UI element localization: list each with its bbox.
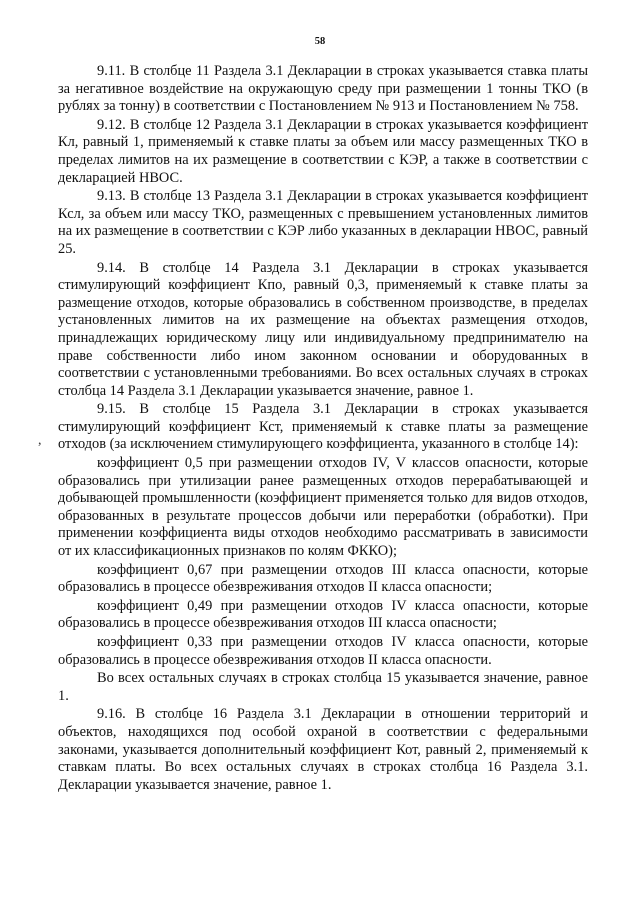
paragraph-9-15: 9.15. В столбце 15 Раздела 3.1 Декларации в строках указывается стимулирующий коэффициент Кст, применяемый к ставке платы за размещение отходов (за исключением стимулирующего коэффициента, указанного в столбце 14): [58,401,588,453]
coefficient-0-49-paragraph: коэффициент 0,49 при размещении отходов IV класса опасности, которые образовались в процессе обезвреживания отходов III класса опасности; [58,597,588,632]
coefficient-0-33-paragraph: коэффициент 0,33 при размещении отходов IV класса опасности, которые образовались в процессе обезвреживания отходов II класса опасности. [58,634,588,668]
paragraph-9-11: 9.11. В столбце 11 Раздела 3.1 Декларации в строках указывается ставка платы за негативное воздействие на окружающую среду при размещении 1 тонны ТКО (в рублях за тонну) в соответствии с Постановлением № 913 и Постановлением № 758. [58,63,588,115]
other-cases-paragraph: Во всех остальных случаях в строках столбца 15 указывается значение, равное 1. [58,670,588,704]
coefficient-0-67-paragraph: коэффициент 0,67 при размещении отходов III класса опасности, которые образовались в процессе обезвреживания отходов II класса опасности; [58,561,588,596]
margin-mark: , [38,433,42,448]
paragraph-9-12: 9.12. В столбце 12 Раздела 3.1 Декларации в строках указывается коэффициент Кл, равный 1, применяемый к ставке платы за объем или массу размещенных ТКО в пределах лимитов на их размещение в соответствии с КЭР, а также в соответствии с декларацией НВОС. [58,116,588,186]
paragraph-9-13: 9.13. В столбце 13 Раздела 3.1 Декларации в строках указывается коэффициент Ксл, за объем или массу ТКО, размещенных с превышением установленных лимитов на их размещение в соответствии с КЭР либо указанных в декларации НВОС, равный 25. [58,188,588,257]
paragraph-9-16: 9.16. В столбце 16 Раздела 3.1 Декларации в отношении территорий и объектов, находящихся под особой охраной в соответствии с федеральными законами, указывается дополнительный коэффициент Кот, равный 2, применяемый к ставкам платы. Во всех остальных случаях в строках столбца 16 Раздела 3.1. Декларации указывается значение, равное 1. [58,706,588,793]
document-body [58,63,588,795]
page-number: 58 [314,36,326,47]
paragraph-9-14: 9.14. В столбце 14 Раздела 3.1 Декларации в строках указывается стимулирующий коэффициент Кпо, равный 0,3, применяемый к ставке платы за размещение отходов, которые образовались в собственном производстве, в пределах установленных лимитов на их размещение на объектах размещения отходов, принадлежащих юридическому лицу или индивидуальному предпринимателю на праве собственности либо ином законном основании и оборудованных в соответствии с установленными требованиями. Во всех остальных случаях в строках столбца 14 Раздела 3.1 Декларации указывается значение, равное 1. [58,259,588,399]
coefficient-0-5-paragraph: коэффициент 0,5 при размещении отходов IV, V классов опасности, которые образовались при утилизации ранее размещенных отходов перерабатывающей и добывающей промышленности (коэффициент применяется только для видов отходов, образованных в результате процессов добычи или переработки (обработки). При применении коэффициента виды отходов необходимо рассматривать в зависимости от их классификационных признаков по колям ФККО); [58,455,588,560]
